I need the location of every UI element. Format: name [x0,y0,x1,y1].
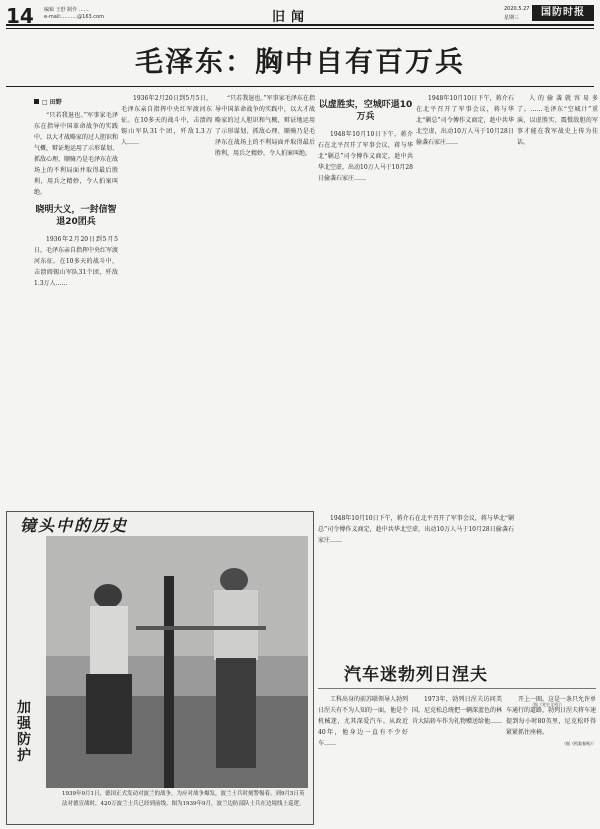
article-column-3 [215,93,315,510]
source-credit: （据《党史文苑》） [530,702,564,707]
photo-illustration [46,536,308,788]
paragraph: 工科出身的前苏联领导人勃列日涅夫有不为人知的一面，他是个机械迷，尤其深爱汽车。从政近40年，他身边一直有不少好车…… [318,696,408,747]
article3-column-1 [318,694,408,824]
paragraph: 1948年10月10日下午，蒋介石在北平召开了军事会议，蒋与华北“剿总”司令傅作义商定，趁中共华北空虚，出动10万人马于10月28日偷袭石家庄…… [416,95,514,146]
article3-credit: （据《档案春秋》） [562,741,596,746]
paragraph: 1948年10月10日下午，蒋介石在北平召开了军事会议，蒋与华北“剿总”司令傅作义商定，趁中共华北空虚，出动10万人马于10月28日偷袭石家庄…… [318,131,413,182]
photo-vertical-title: 加强防护 [17,700,31,764]
paper-logo: 国防时报 [532,5,594,21]
issue-date: 2020.5.27 [504,6,530,12]
secondary-rule [318,688,596,689]
article-column-6 [517,93,598,713]
paragraph: 1936年2月20日到5月5日，毛泽东亲自指挥中央红军渡河东征。在10多天的战斗中，击溃阎锡山军队31个团，歼敌1.3万人…… [34,236,118,287]
masthead-rule-thin [6,28,594,29]
subheading: 以虚胜实，空城吓退10万兵 [318,100,413,122]
paragraph: “只若我退也。”军事家毛泽东在指导中国革命战争的实践中，以大才战略家的过人胆识和气概，辩证地运用了示形谋划、抓敌心理、顺骑乃是毛泽东在战场上的不利局面并取得最后胜利，用兵之精妙，令人拍案叫绝。 [34,112,118,196]
paragraph: 1936年2月20日到5月5日，毛泽东亲自指挥中央红军渡河东征。在10多天的战斗中，击溃阎锡山军队31个团，歼敌1.3万人…… [121,95,212,146]
article-column-5 [416,93,514,510]
section-title: 旧闻 [272,10,311,25]
paragraph: 人的偷袭就容易多了。……毛泽东“空城计”重演，以虚胜实、震慑敌胆的军事才能在我军战史上传为佳话。 [517,95,598,146]
paragraph: 1948年10月10日下午，蒋介石在北平召开了军事会议，蒋与华北“剿总”司令傅作义商定，趁中共华北空虚，出动10万人马于10月28日偷袭石家庄…… [318,515,514,544]
paragraph: 1973年，勃列日涅夫访问美国。尼克松总统把一辆深蓝色的林肯大陆轿车作为礼物赠送给他…… [412,696,502,725]
paragraph: “只若我退也。”军事家毛泽东在指导中国革命战争的实践中，以大才战略家的过人胆识和气概，辩证地运用了示形谋划、抓敌心理、顺骑乃是毛泽东在战场上的不利局面并取得最后胜利，用兵之精妙，令人拍案叫绝。 [215,95,315,157]
rail-title: 镜头中的历史 [20,516,129,535]
editor-credit: 编辑 王舒 制作 …… [44,7,89,13]
paragraph: 开上一圈。这是一条只允许单车通行的道路，勃列日涅夫将车速提到每小时80英里，尼克松吓得紧紧抓住座椅。 [506,696,596,736]
article-column-1 [34,97,118,510]
article-column-continuation [318,513,514,653]
issue-weekday: 星期三 [504,15,520,21]
article-column-2 [121,93,212,510]
email: e-mail:..........@163.com [44,14,104,20]
secondary-headline: 汽车迷勃列日涅夫 [344,665,488,685]
byline: □ 田野 [34,97,118,106]
headline-rule [6,86,594,87]
page-number: 14 [6,4,34,28]
photo-caption: 1939年9月1日，德国正式发动对波兰的战争，为应对战争爆发，波兰士兵时刻警惕着。到9月5日英法对德宣战时，420万波兰士兵已经到前线。图为1939年9月，波兰边防部队士兵在边境线上巡逻。 [62,791,305,807]
historical-photo [46,536,308,788]
article3-column-3 [506,694,596,824]
main-headline: 毛泽东：胸中自有百万兵 [134,45,465,78]
article-column-4 [318,93,413,510]
masthead-rule [6,24,594,26]
subheading: 晓明大义，一封信智退20团兵 [35,205,117,227]
article3-column-2 [412,694,502,824]
